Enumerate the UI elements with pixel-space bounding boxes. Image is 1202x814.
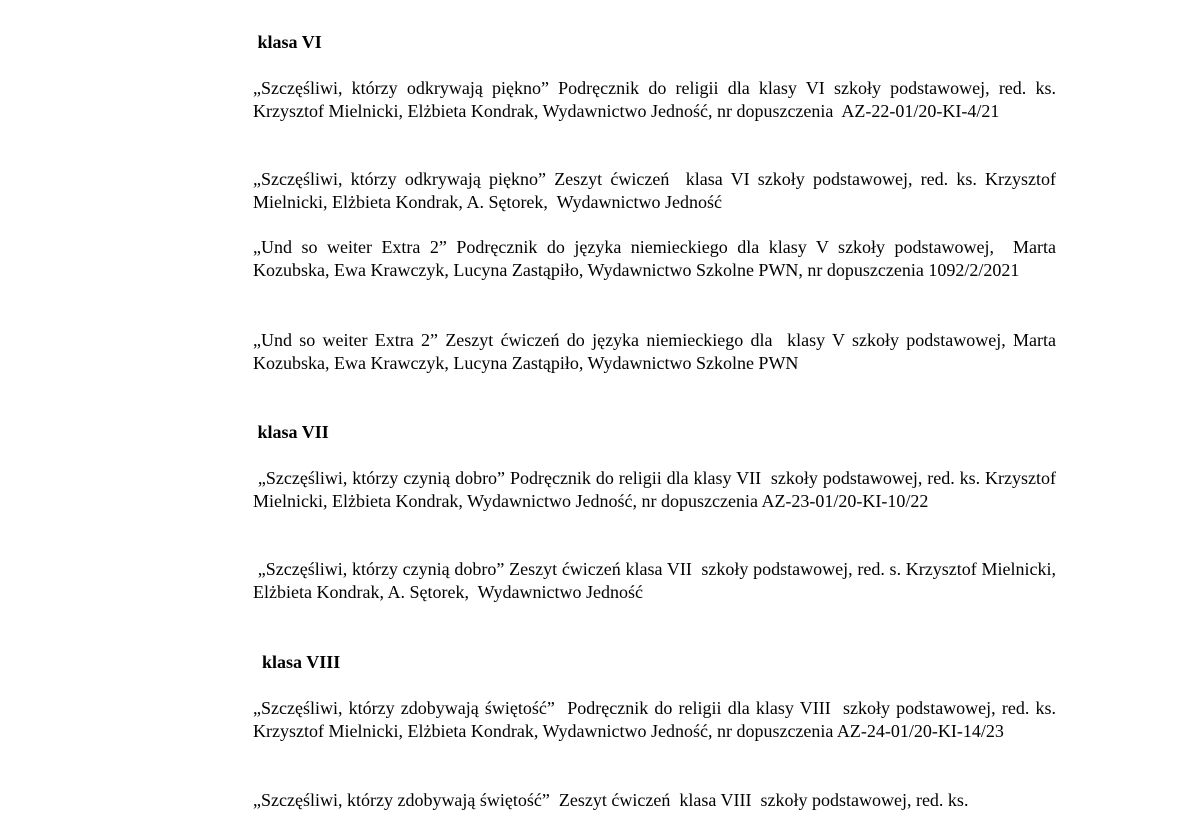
paragraph: „Szczęśliwi, którzy czynią dobro” Podręcznik do religii dla klasy VII szkoły podstawowej, red. ks. Krzysztof Mielnicki, Elżbieta Kondrak, Wydawnictwo Jedność, nr dopuszczenia AZ-23-01/20-KI-10/22 <box>253 468 1061 511</box>
paragraph: „Szczęśliwi, którzy zdobywają świętość” Podręcznik do religii dla klasy VIII szkoły podstawowej, red. ks. Krzysztof Mielnicki, Elżbieta Kondrak, Wydawnictwo Jedność, nr dopuszczenia AZ-24-01/20-KI-14/23 <box>253 698 1061 741</box>
section-heading-klasa-vii: klasa VII <box>253 422 329 442</box>
paragraph: „Szczęśliwi, którzy odkrywają piękno” Zeszyt ćwiczeń klasa VI szkoły podstawowej, red. ks. Krzysztof Mielnicki, Elżbieta Kondrak, A. Sętorek, Wydawnictwo Jedność <box>253 169 1061 212</box>
paragraph: „Szczęśliwi, którzy odkrywają piękno” Podręcznik do religii dla klasy VI szkoły podstawowej, red. ks. Krzysztof Mielnicki, Elżbieta Kondrak, Wydawnictwo Jedność, nr dopuszczenia AZ-22-01/20-KI-4/21 <box>253 78 1061 121</box>
section-heading-klasa-viii: klasa VIII <box>253 652 341 672</box>
paragraph: „Und so weiter Extra 2” Zeszyt ćwiczeń do języka niemieckiego dla klasy V szkoły podstawowej, Marta Kozubska, Ewa Krawczyk, Lucyna Zastąpiło, Wydawnictwo Szkolne PWN <box>253 330 1061 373</box>
section-heading-klasa-vi: klasa VI <box>253 32 322 52</box>
paragraph: „Und so weiter Extra 2” Podręcznik do języka niemieckiego dla klasy V szkoły podstawowej, Marta Kozubska, Ewa Krawczyk, Lucyna Zastąpiło, Wydawnictwo Szkolne PWN, nr dopuszczenia 1092/2/2021 <box>253 237 1061 280</box>
paragraph: „Szczęśliwi, którzy czynią dobro” Zeszyt ćwiczeń klasa VII szkoły podstawowej, red. s. Krzysztof Mielnicki, Elżbieta Kondrak, A. Sętorek, Wydawnictwo Jedność <box>253 559 1061 602</box>
paragraph: „Szczęśliwi, którzy zdobywają świętość” Zeszyt ćwiczeń klasa VIII szkoły podstawowej, red. ks. <box>253 790 969 810</box>
